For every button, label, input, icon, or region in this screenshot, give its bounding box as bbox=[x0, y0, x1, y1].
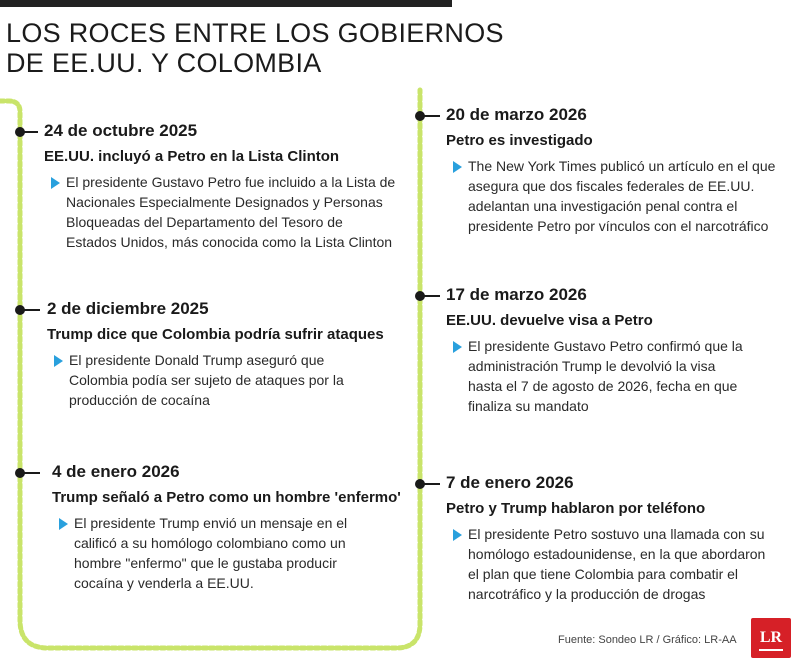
play-arrow-icon bbox=[453, 161, 462, 173]
event-body bbox=[44, 172, 424, 252]
event-body-line: Colombia podía ser sujeto de ataques por la bbox=[69, 372, 344, 388]
event-headline: EE.UU. devuelve visa a Petro bbox=[446, 312, 653, 329]
event-body-line: hasta el 7 de agosto de 2026, fecha en que bbox=[468, 378, 738, 394]
event-body bbox=[52, 513, 432, 593]
event-body-line: adelantan una investigación penal contra el bbox=[468, 198, 738, 214]
timeline-connector bbox=[422, 295, 440, 297]
event-body-line: calificó a su homólogo colombiano como un bbox=[74, 535, 346, 551]
timeline-connector bbox=[422, 483, 440, 485]
timeline-connector bbox=[22, 131, 38, 133]
event-date: 4 de enero 2026 bbox=[52, 462, 180, 481]
event-body-line: Nacionales Especialmente Designados y Personas bbox=[66, 194, 383, 210]
event-headline: EE.UU. incluyó a Petro en la Lista Clinton bbox=[44, 148, 340, 165]
event-card bbox=[47, 299, 427, 410]
event-body-line: asegura que dos fiscales federales de EE.UU. bbox=[468, 178, 755, 194]
event-body bbox=[446, 336, 800, 416]
event-date: 7 de enero 2026 bbox=[446, 473, 574, 492]
event-date: 24 de octubre 2025 bbox=[44, 121, 198, 140]
event-body-line: El presidente Trump envió un mensaje en el bbox=[74, 515, 348, 531]
event-body-line: El presidente Gustavo Petro fue incluido a la Lista de bbox=[66, 174, 396, 190]
event-body-line: homólogo estadounidense, en la que abordaron bbox=[468, 546, 766, 562]
event-body bbox=[446, 156, 800, 236]
event-body bbox=[446, 524, 800, 604]
event-headline: Trump señaló a Petro como un hombre 'enfermo' bbox=[52, 489, 401, 506]
title-line-2: DE EE.UU. Y COLOMBIA bbox=[6, 48, 322, 78]
event-card bbox=[446, 285, 800, 416]
source-credit: Fuente: Sondeo LR / Gráfico: LR-AA bbox=[558, 634, 737, 646]
event-headline: Petro y Trump hablaron por teléfono bbox=[446, 500, 706, 517]
event-card bbox=[52, 462, 432, 593]
timeline-connector bbox=[22, 472, 40, 474]
event-headline: Petro es investigado bbox=[446, 132, 593, 149]
event-date: 20 de marzo 2026 bbox=[446, 105, 587, 124]
event-body-line: El presidente Donald Trump aseguró que bbox=[69, 352, 325, 368]
title-line-1: LOS ROCES ENTRE LOS GOBIERNOS bbox=[6, 18, 504, 48]
play-arrow-icon bbox=[59, 518, 68, 530]
timeline-connector bbox=[422, 115, 440, 117]
event-card bbox=[446, 473, 800, 604]
event-body-line: producción de cocaína bbox=[69, 392, 210, 408]
event-body-line: El presidente Petro sostuvo una llamada con su bbox=[468, 526, 765, 542]
event-body-line: presidente Petro por vínculos con el narcotráfico bbox=[468, 218, 769, 234]
event-body-line: The New York Times publicó un artículo en el que bbox=[468, 158, 776, 174]
event-body-line: Estados Unidos, más conocida como la Lista Clinton bbox=[66, 234, 393, 250]
event-body bbox=[47, 350, 427, 410]
event-card bbox=[44, 121, 424, 252]
event-date: 2 de diciembre 2025 bbox=[47, 299, 209, 318]
play-arrow-icon bbox=[54, 355, 63, 367]
timeline-connector bbox=[22, 309, 40, 311]
event-body-line: finaliza su mandato bbox=[468, 398, 589, 414]
event-body-line: cocaína y venderla a EE.UU. bbox=[74, 575, 254, 591]
event-body-line: narcotráfico y la producción de drogas bbox=[468, 586, 706, 602]
event-body-line: el plan que tiene Colombia para combatir el bbox=[468, 566, 739, 582]
event-card bbox=[446, 105, 800, 236]
play-arrow-icon bbox=[453, 529, 462, 541]
play-arrow-icon bbox=[453, 341, 462, 353]
lr-logo: LR bbox=[751, 618, 791, 658]
play-arrow-icon bbox=[51, 177, 60, 189]
event-body-line: Bloqueadas del Departamento del Tesoro de bbox=[66, 214, 343, 230]
event-date: 17 de marzo 2026 bbox=[446, 285, 587, 304]
event-body-line: hombre "enfermo" que le gustaba producir bbox=[74, 555, 337, 571]
event-headline: Trump dice que Colombia podría sufrir ataques bbox=[47, 326, 384, 343]
event-body-line: administración Trump le devolvió la visa bbox=[468, 358, 716, 374]
event-body-line: El presidente Gustavo Petro confirmó que la bbox=[468, 338, 743, 354]
